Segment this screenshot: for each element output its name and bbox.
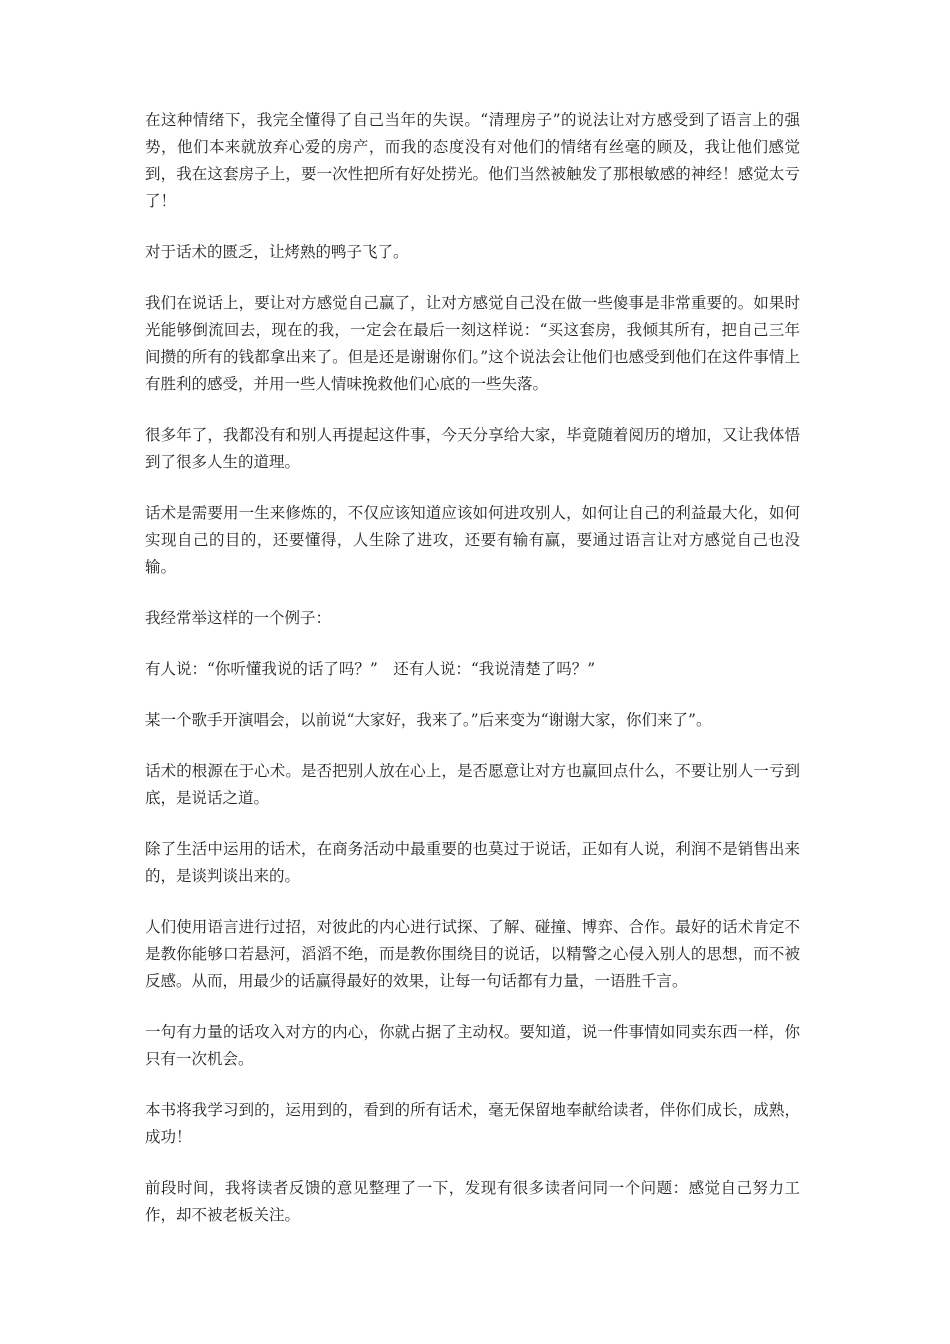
document-page (145, 107, 800, 1253)
paragraph: 本书将我学习到的，运用到的，看到的所有话术，毫无保留地奉献给读者，伴你们成长，成熟，成功！ (145, 1101, 800, 1146)
paragraph: 有人说：“你听懂我说的话了吗？” 还有人说：“我说清楚了吗？” (145, 660, 596, 678)
paragraph: 话术是需要用一生来修炼的，不仅应该知道应该如何进攻别人，如何让自己的利益最大化，如何实现自己的目的，还要懂得，人生除了进攻，还要有输有赢，要通过语言让对方感觉自己也没输。 (145, 504, 800, 576)
paragraph: 很多年了，我都没有和别人再提起这件事，今天分享给大家，毕竟随着阅历的增加，又让我体悟到了很多人生的道理。 (145, 426, 800, 471)
paragraph: 某一个歌手开演唱会，以前说“大家好，我来了。”后来变为“谢谢大家，你们来了”。 (145, 711, 712, 729)
paragraph: 话术的根源在于心术。是否把别人放在心上，是否愿意让对方也赢回点什么，不要让别人一亏到底，是说话之道。 (145, 762, 800, 807)
paragraph: 在这种情绪下，我完全懂得了自己当年的失误。“清理房子”的说法让对方感受到了语言上的强势，他们本来就放弃心爱的房产，而我的态度没有对他们的情绪有丝毫的顾及，我让他们感觉到，我在这套房子上，要一次性把所有好处捞光。他们当然被触发了那根敏感的神经！感觉太亏了！ (145, 111, 800, 210)
paragraph: 我经常举这样的一个例子： (145, 609, 332, 627)
paragraph: 对于话术的匮乏，让烤熟的鸭子飞了。 (145, 243, 409, 261)
paragraph: 一句有力量的话攻入对方的内心，你就占据了主动权。要知道，说一件事情如同卖东西一样，你只有一次机会。 (145, 1023, 800, 1068)
paragraph: 除了生活中运用的话术，在商务活动中最重要的也莫过于说话，正如有人说，利润不是销售出来的，是谈判谈出来的。 (145, 840, 800, 885)
paragraph: 前段时间，我将读者反馈的意见整理了一下，发现有很多读者问同一个问题：感觉自己努力工作，却不被老板关注。 (145, 1179, 800, 1224)
paragraph: 人们使用语言进行过招，对彼此的内心进行试探、了解、碰撞、博弈、合作。最好的话术肯定不是教你能够口若悬河，滔滔不绝，而是教你围绕目的说话，以精警之心侵入别人的思想，而不被反感。从而，用最少的话赢得最好的效果，让每一句话都有力量，一语胜千言。 (145, 918, 800, 990)
paragraph: 我们在说话上，要让对方感觉自己赢了，让对方感觉自己没在做一些傻事是非常重要的。如果时光能够倒流回去，现在的我，一定会在最后一刻这样说：“买这套房，我倾其所有，把自己三年间攒的所有的钱都拿出来了。但是还是谢谢你们。”这个说法会让他们也感受到他们在这件事情上有胜利的感受，并用一些人情味挽救他们心底的一些失落。 (145, 294, 800, 393)
